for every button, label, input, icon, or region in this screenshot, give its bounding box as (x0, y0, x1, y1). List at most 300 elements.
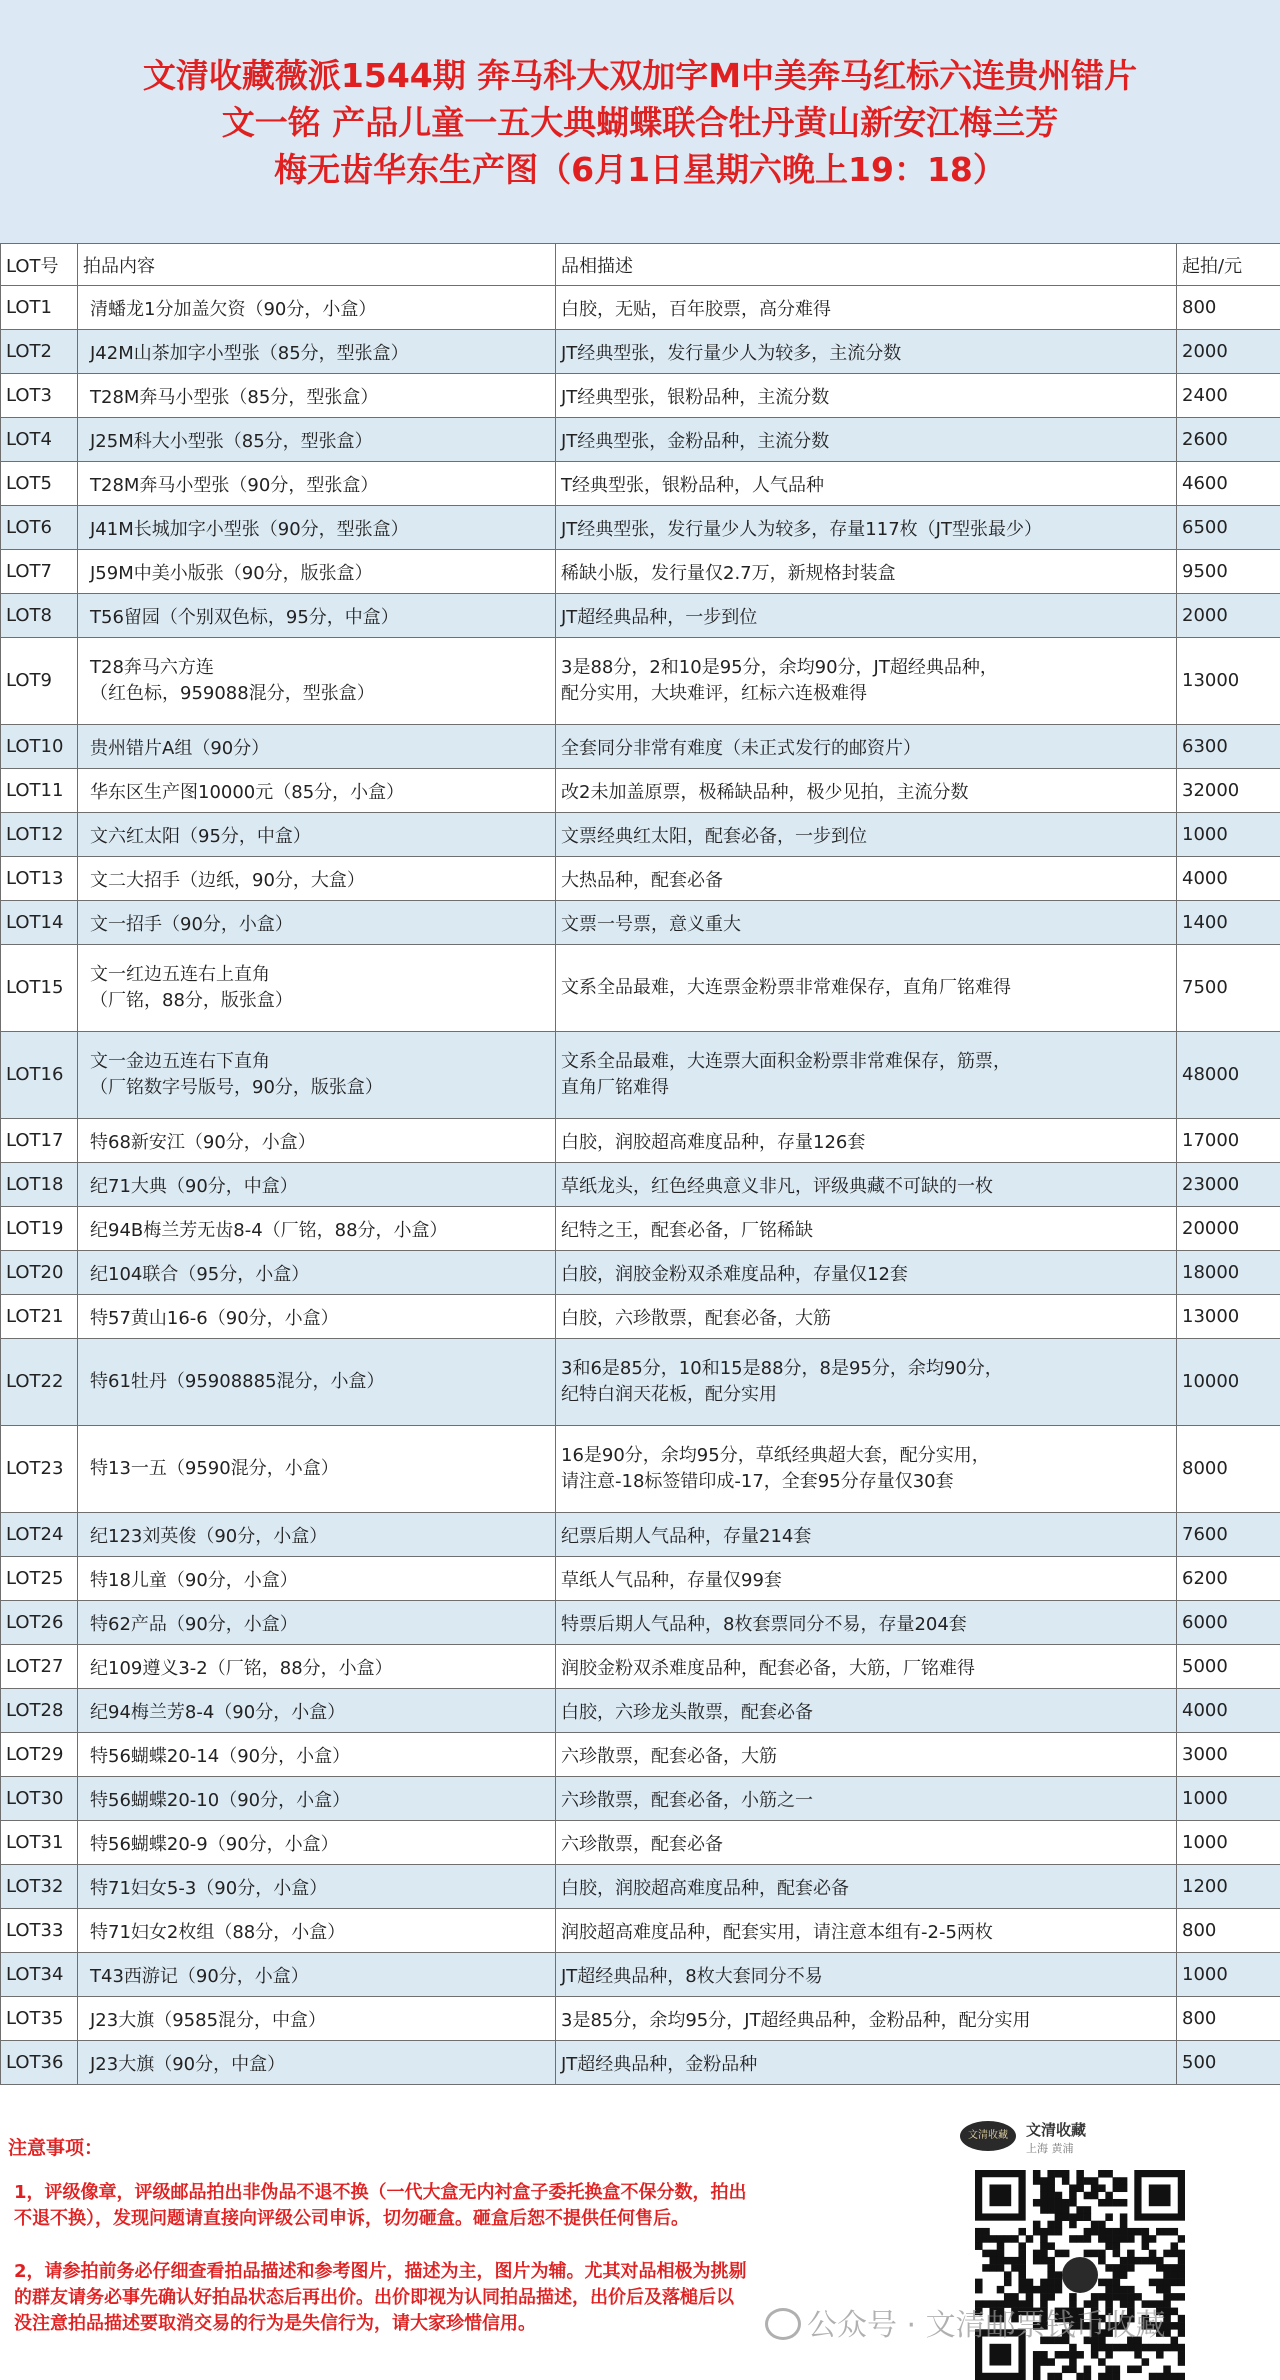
item-cell (78, 1953, 556, 1997)
lot-number: LOT21 (6, 1306, 72, 1327)
desc-cell (556, 1821, 1177, 1865)
lot-number: LOT13 (6, 868, 72, 889)
starting-price: 7600 (1182, 1524, 1275, 1545)
lot-cell (1, 1777, 78, 1821)
price-cell (1177, 286, 1280, 330)
starting-price: 500 (1182, 2052, 1275, 2073)
starting-price: 800 (1182, 2008, 1275, 2029)
notice-1-line-1: 1，评级像章，评级邮品拍出非伪品不退不换（一代大盒无内衬盒子委托换盒不保分数，拍出 (14, 2180, 854, 2206)
item-text-line-2: （红色标，959088混分，型张盒） (90, 681, 550, 707)
lot-cell (1, 286, 78, 330)
desc-cell (556, 1163, 1177, 1207)
item-text: 纪94B梅兰芳无齿8-4（厂铭，88分，小盒） (90, 1216, 550, 1242)
lot-number: LOT35 (6, 2008, 72, 2029)
item-cell (78, 594, 556, 638)
lot-number: LOT36 (6, 2052, 72, 2073)
desc-text: JT超经典品种，一步到位 (561, 603, 1171, 629)
table-row (1, 286, 1280, 330)
lot-number: LOT19 (6, 1218, 72, 1239)
header-title (0, 0, 1280, 193)
item-text: 华东区生产图10000元（85分，小盒） (90, 778, 550, 804)
item-text: 贵州错片A组（90分） (90, 734, 550, 760)
desc-text: 润胶超高难度品种，配套实用，请注意本组有-2-5两枚 (561, 1918, 1171, 1944)
starting-price: 10000 (1182, 1369, 1275, 1395)
item-text: 纪71大典（90分，中盒） (90, 1172, 550, 1198)
desc-text: 文系全品最难，大连票金粉票非常难保存，直角厂铭难得 (561, 975, 1171, 1001)
starting-price: 13000 (1182, 668, 1275, 694)
item-text: 特61牡丹（95908885混分，小盒） (90, 1369, 550, 1395)
desc-cell (556, 1295, 1177, 1339)
lot-cell (1, 1821, 78, 1865)
lot-cell (1, 330, 78, 374)
lot-cell (1, 1997, 78, 2041)
desc-cell (556, 1777, 1177, 1821)
table-row (1, 901, 1280, 945)
lot-cell (1, 1163, 78, 1207)
desc-text: 纪特之王，配套必备，厂铭稀缺 (561, 1216, 1171, 1242)
price-cell (1177, 594, 1280, 638)
lot-cell (1, 1251, 78, 1295)
desc-text: 六珍散票，配套必备，大筋 (561, 1742, 1171, 1768)
desc-cell (556, 506, 1177, 550)
notice-title: 注意事项： (8, 2133, 103, 2160)
item-cell (78, 769, 556, 813)
table-row (1, 1777, 1280, 1821)
lot-number: LOT1 (6, 297, 72, 318)
desc-cell (556, 330, 1177, 374)
desc-cell (556, 286, 1177, 330)
starting-price: 6000 (1182, 1612, 1275, 1633)
table-row (1, 1865, 1280, 1909)
price-cell (1177, 769, 1280, 813)
desc-text: 草纸龙头，红色经典意义非凡，评级典藏不可缺的一枚 (561, 1172, 1171, 1198)
desc-cell (556, 769, 1177, 813)
lot-number: LOT31 (6, 1832, 72, 1853)
lot-number: LOT15 (6, 975, 72, 1001)
desc-text: JT经典型张，金粉品种，主流分数 (561, 427, 1171, 453)
lot-number: LOT8 (6, 605, 72, 626)
lot-cell (1, 1557, 78, 1601)
table-row (1, 769, 1280, 813)
table-row (1, 1821, 1280, 1865)
table-row (1, 1513, 1280, 1557)
title-line-1: 文清收藏薇派1544期 奔马科大双加字M中美奔马红标六连贵州错片 (0, 52, 1280, 99)
item-text: 文六红太阳（95分，中盒） (90, 822, 550, 848)
price-cell (1177, 945, 1280, 1032)
item-cell (78, 2041, 556, 2085)
table-row (1, 1909, 1280, 1953)
title-line-2: 文一铭 产品儿童一五大典蝴蝶联合牡丹黄山新安江梅兰芳 (0, 99, 1280, 146)
item-cell (78, 1689, 556, 1733)
item-cell (78, 1513, 556, 1557)
starting-price: 4600 (1182, 473, 1275, 494)
lot-number: LOT10 (6, 736, 72, 757)
desc-cell (556, 857, 1177, 901)
lot-cell (1, 1689, 78, 1733)
desc-cell (556, 1689, 1177, 1733)
table-header-row (1, 244, 1280, 286)
price-cell (1177, 462, 1280, 506)
item-text: J23大旗（9585混分，中盒） (90, 2006, 550, 2032)
table-row (1, 1689, 1280, 1733)
item-text: T28奔马六方连 (90, 655, 550, 681)
item-text: T28M奔马小型张（90分，型张盒） (90, 471, 550, 497)
lot-number: LOT17 (6, 1130, 72, 1151)
lot-number: LOT14 (6, 912, 72, 933)
table-row (1, 1163, 1280, 1207)
desc-cell (556, 725, 1177, 769)
desc-cell (556, 550, 1177, 594)
item-text: 特18儿童（90分，小盒） (90, 1566, 550, 1592)
price-cell (1177, 1032, 1280, 1119)
price-cell (1177, 1557, 1280, 1601)
desc-cell (556, 1032, 1177, 1119)
price-cell (1177, 1513, 1280, 1557)
starting-price: 1200 (1182, 1876, 1275, 1897)
price-cell (1177, 1733, 1280, 1777)
lot-cell (1, 1207, 78, 1251)
price-cell (1177, 1865, 1280, 1909)
lot-cell (1, 462, 78, 506)
item-cell (78, 1207, 556, 1251)
item-cell (78, 374, 556, 418)
item-cell (78, 1601, 556, 1645)
desc-text: 润胶金粉双杀难度品种，配套必备，大筋，厂铭难得 (561, 1654, 1171, 1680)
item-text: T56留园（个别双色标，95分，中盒） (90, 603, 550, 629)
table-row (1, 330, 1280, 374)
starting-price: 8000 (1182, 1456, 1275, 1482)
price-cell (1177, 1689, 1280, 1733)
desc-text: 稀缺小版，发行量仅2.7万，新规格封装盒 (561, 559, 1171, 585)
item-text: 特56蝴蝶20-14（90分，小盒） (90, 1742, 550, 1768)
price-cell (1177, 1119, 1280, 1163)
item-cell (78, 1909, 556, 1953)
lot-number: LOT18 (6, 1174, 72, 1195)
table-row (1, 418, 1280, 462)
desc-text: 3和6是85分，10和15是88分，8是95分，余均90分， (561, 1356, 1171, 1382)
starting-price: 1000 (1182, 1964, 1275, 1985)
lot-cell (1, 1513, 78, 1557)
lot-number: LOT27 (6, 1656, 72, 1677)
table-row (1, 1119, 1280, 1163)
desc-text: 大热品种，配套必备 (561, 866, 1171, 892)
price-cell (1177, 1953, 1280, 1997)
table-row (1, 813, 1280, 857)
desc-text: 文票经典红太阳，配套必备，一步到位 (561, 822, 1171, 848)
table-row (1, 1339, 1280, 1426)
item-cell (78, 330, 556, 374)
desc-text: 白胶，润胶金粉双杀难度品种，存量仅12套 (561, 1260, 1171, 1286)
desc-cell (556, 462, 1177, 506)
desc-text: 白胶，润胶超高难度品种，存量126套 (561, 1128, 1171, 1154)
item-text: J25M科大小型张（85分，型张盒） (90, 427, 550, 453)
item-text: J23大旗（90分，中盒） (90, 2050, 550, 2076)
starting-price: 800 (1182, 1920, 1275, 1941)
table-row (1, 1557, 1280, 1601)
starting-price: 2000 (1182, 605, 1275, 626)
lot-cell (1, 550, 78, 594)
lot-cell (1, 1733, 78, 1777)
notice-2-line-3: 没注意拍品描述要取消交易的行为是失信行为，请大家珍惜信用。 (14, 2311, 854, 2337)
item-text: 纪109遵义3-2（厂铭，88分，小盒） (90, 1654, 550, 1680)
table-row (1, 1645, 1280, 1689)
starting-price: 5000 (1182, 1656, 1275, 1677)
desc-cell (556, 1733, 1177, 1777)
lot-number: LOT33 (6, 1920, 72, 1941)
price-cell (1177, 1601, 1280, 1645)
table-row (1, 374, 1280, 418)
starting-price: 2000 (1182, 341, 1275, 362)
table-row (1, 2041, 1280, 2085)
lot-number: LOT5 (6, 473, 72, 494)
item-cell (78, 1821, 556, 1865)
lot-cell (1, 1909, 78, 1953)
desc-text: 纪票后期人气品种，存量214套 (561, 1522, 1171, 1548)
price-cell (1177, 1997, 1280, 2041)
table-row (1, 1953, 1280, 1997)
item-cell (78, 1777, 556, 1821)
lot-number: LOT34 (6, 1964, 72, 1985)
lot-number: LOT29 (6, 1744, 72, 1765)
lot-number: LOT26 (6, 1612, 72, 1633)
price-cell (1177, 1645, 1280, 1689)
desc-text: 16是90分，余均95分，草纸经典超大套，配分实用， (561, 1443, 1171, 1469)
col-header-item: 拍品内容 (78, 244, 556, 286)
starting-price: 6200 (1182, 1568, 1275, 1589)
lot-cell (1, 594, 78, 638)
item-cell (78, 506, 556, 550)
starting-price: 32000 (1182, 780, 1275, 801)
desc-text-line-2: 配分实用，大块难评，红标六连极难得 (561, 681, 1171, 707)
desc-cell (556, 813, 1177, 857)
lot-cell (1, 813, 78, 857)
starting-price: 18000 (1182, 1262, 1275, 1283)
lot-cell (1, 1865, 78, 1909)
item-text: 特56蝴蝶20-10（90分，小盒） (90, 1786, 550, 1812)
desc-cell (556, 1997, 1177, 2041)
price-cell (1177, 1251, 1280, 1295)
desc-cell (556, 1601, 1177, 1645)
item-cell (78, 1997, 556, 2041)
item-cell (78, 813, 556, 857)
lot-cell (1, 1339, 78, 1426)
brand-location: 上海 黄浦 (1026, 2140, 1074, 2156)
starting-price: 48000 (1182, 1062, 1275, 1088)
item-text: 特57黄山16-6（90分，小盒） (90, 1304, 550, 1330)
desc-cell (556, 1953, 1177, 1997)
desc-cell (556, 1865, 1177, 1909)
price-cell (1177, 638, 1280, 725)
lot-number: LOT20 (6, 1262, 72, 1283)
desc-text: 草纸人气品种，存量仅99套 (561, 1566, 1171, 1592)
lot-number: LOT12 (6, 824, 72, 845)
item-cell (78, 1163, 556, 1207)
item-text: 纪94梅兰芳8-4（90分，小盒） (90, 1698, 550, 1724)
lot-number: LOT4 (6, 429, 72, 450)
desc-text: 白胶，六珍散票，配套必备，大筋 (561, 1304, 1171, 1330)
desc-cell (556, 1426, 1177, 1513)
lot-number: LOT30 (6, 1788, 72, 1809)
desc-cell (556, 1207, 1177, 1251)
table-row (1, 1032, 1280, 1119)
starting-price: 2600 (1182, 429, 1275, 450)
desc-text: 白胶，无贴，百年胶票，高分难得 (561, 295, 1171, 321)
starting-price: 1400 (1182, 912, 1275, 933)
desc-cell (556, 418, 1177, 462)
starting-price: 4000 (1182, 868, 1275, 889)
desc-text: JT经典型张，银粉品种，主流分数 (561, 383, 1171, 409)
item-text: 特62产品（90分，小盒） (90, 1610, 550, 1636)
item-text: J41M长城加字小型张（90分，型张盒） (90, 515, 550, 541)
item-text: 纪123刘英俊（90分，小盒） (90, 1522, 550, 1548)
table-row (1, 1295, 1280, 1339)
title-line-3: 梅无齿华东生产图（6月1日星期六晚上19：18） (0, 146, 1280, 193)
lot-number: LOT23 (6, 1456, 72, 1482)
lot-cell (1, 1295, 78, 1339)
desc-text: 白胶，六珍龙头散票，配套必备 (561, 1698, 1171, 1724)
item-text: 特13一五（9590混分，小盒） (90, 1456, 550, 1482)
lot-number: LOT11 (6, 780, 72, 801)
table-row (1, 462, 1280, 506)
lot-cell (1, 1645, 78, 1689)
desc-text-line-2: 直角厂铭难得 (561, 1075, 1171, 1101)
desc-text: T经典型张，银粉品种，人气品种 (561, 471, 1171, 497)
table-row (1, 506, 1280, 550)
price-cell (1177, 1163, 1280, 1207)
desc-cell (556, 1909, 1177, 1953)
price-cell (1177, 1821, 1280, 1865)
lot-number: LOT25 (6, 1568, 72, 1589)
price-cell (1177, 1339, 1280, 1426)
lot-cell (1, 1426, 78, 1513)
price-cell (1177, 901, 1280, 945)
table-row (1, 725, 1280, 769)
desc-text: JT超经典品种，8枚大套同分不易 (561, 1962, 1171, 1988)
price-cell (1177, 550, 1280, 594)
item-cell (78, 462, 556, 506)
watermark (765, 2300, 1166, 2344)
desc-text: JT超经典品种，金粉品种 (561, 2050, 1171, 2076)
table-row (1, 1601, 1280, 1645)
lot-cell (1, 901, 78, 945)
watermark-text: 公众号 · 文清邮票钱币收藏 (807, 2308, 1166, 2343)
item-cell (78, 1865, 556, 1909)
qr-code-icon (975, 2170, 1185, 2380)
page-header (0, 0, 1280, 243)
item-text: 文一红边五连右上直角 (90, 962, 550, 988)
item-text: J59M中美小版张（90分，版张盒） (90, 559, 550, 585)
item-cell (78, 1119, 556, 1163)
item-cell (78, 1032, 556, 1119)
item-cell (78, 1645, 556, 1689)
desc-text: 六珍散票，配套必备，小筋之一 (561, 1786, 1171, 1812)
lot-number: LOT32 (6, 1876, 72, 1897)
item-text: 特71妇女2枚组（88分，小盒） (90, 1918, 550, 1944)
starting-price: 6500 (1182, 517, 1275, 538)
table-row (1, 1733, 1280, 1777)
item-text: T28M奔马小型张（85分，型张盒） (90, 383, 550, 409)
lot-cell (1, 374, 78, 418)
price-cell (1177, 330, 1280, 374)
item-cell (78, 638, 556, 725)
price-cell (1177, 506, 1280, 550)
col-header-price: 起拍/元 (1177, 244, 1280, 286)
price-cell (1177, 1295, 1280, 1339)
price-cell (1177, 1777, 1280, 1821)
lot-cell (1, 1953, 78, 1997)
desc-text: 3是85分，余均95分，JT超经典品种，金粉品种，配分实用 (561, 2006, 1171, 2032)
starting-price: 800 (1182, 297, 1275, 318)
item-text: 特56蝴蝶20-9（90分，小盒） (90, 1830, 550, 1856)
item-cell (78, 1733, 556, 1777)
starting-price: 7500 (1182, 975, 1275, 1001)
desc-cell (556, 1513, 1177, 1557)
item-cell (78, 550, 556, 594)
item-text: 文一金边五连右下直角 (90, 1049, 550, 1075)
item-cell (78, 945, 556, 1032)
brand-name: 文清收藏 (1026, 2119, 1086, 2140)
lot-number: LOT24 (6, 1524, 72, 1545)
desc-text: JT经典型张，发行量少人为较多，主流分数 (561, 339, 1171, 365)
lot-number: LOT9 (6, 668, 72, 694)
lot-number: LOT6 (6, 517, 72, 538)
price-cell (1177, 857, 1280, 901)
table-row (1, 638, 1280, 725)
desc-cell (556, 1251, 1177, 1295)
notice-2-line-2: 的群友请务必事先确认好拍品状态后再出价。出价即视为认同拍品描述，出价后及落槌后以 (14, 2285, 854, 2311)
price-cell (1177, 1207, 1280, 1251)
item-text: 纪104联合（95分，小盒） (90, 1260, 550, 1286)
brand-card (960, 2115, 1260, 2165)
price-cell (1177, 813, 1280, 857)
auction-table (0, 243, 1280, 2085)
desc-text: 文票一号票，意义重大 (561, 910, 1171, 936)
desc-cell (556, 2041, 1177, 2085)
item-text: J42M山茶加字小型张（85分，型张盒） (90, 339, 550, 365)
table-row (1, 1426, 1280, 1513)
table-row (1, 1997, 1280, 2041)
desc-text: 特票后期人气品种，8枚套票同分不易，存量204套 (561, 1610, 1171, 1636)
desc-text-line-2: 请注意-18标签错印成-17，全套95分存量仅30套 (561, 1469, 1171, 1495)
item-cell (78, 286, 556, 330)
item-cell (78, 1295, 556, 1339)
desc-cell (556, 594, 1177, 638)
brand-logo: 文清收藏 (960, 2121, 1016, 2151)
lot-cell (1, 506, 78, 550)
table-row (1, 1207, 1280, 1251)
price-cell (1177, 1909, 1280, 1953)
desc-text: 3是88分，2和10是95分，余均90分，JT超经典品种， (561, 655, 1171, 681)
price-cell (1177, 2041, 1280, 2085)
desc-cell (556, 1557, 1177, 1601)
col-header-desc: 品相描述 (556, 244, 1177, 286)
desc-text: 文系全品最难，大连票大面积金粉票非常难保存，筋票， (561, 1049, 1171, 1075)
desc-text: 六珍散票，配套必备 (561, 1830, 1171, 1856)
item-text: 清蟠龙1分加盖欠资（90分，小盒） (90, 295, 550, 321)
lot-number: LOT28 (6, 1700, 72, 1721)
desc-text-line-2: 纪特白润天花板，配分实用 (561, 1382, 1171, 1408)
desc-cell (556, 638, 1177, 725)
lot-cell (1, 1032, 78, 1119)
starting-price: 2400 (1182, 385, 1275, 406)
starting-price: 13000 (1182, 1306, 1275, 1327)
starting-price: 1000 (1182, 824, 1275, 845)
lot-cell (1, 1119, 78, 1163)
desc-cell (556, 901, 1177, 945)
lot-cell (1, 945, 78, 1032)
lot-number: LOT3 (6, 385, 72, 406)
item-text: 文一招手（90分，小盒） (90, 910, 550, 936)
